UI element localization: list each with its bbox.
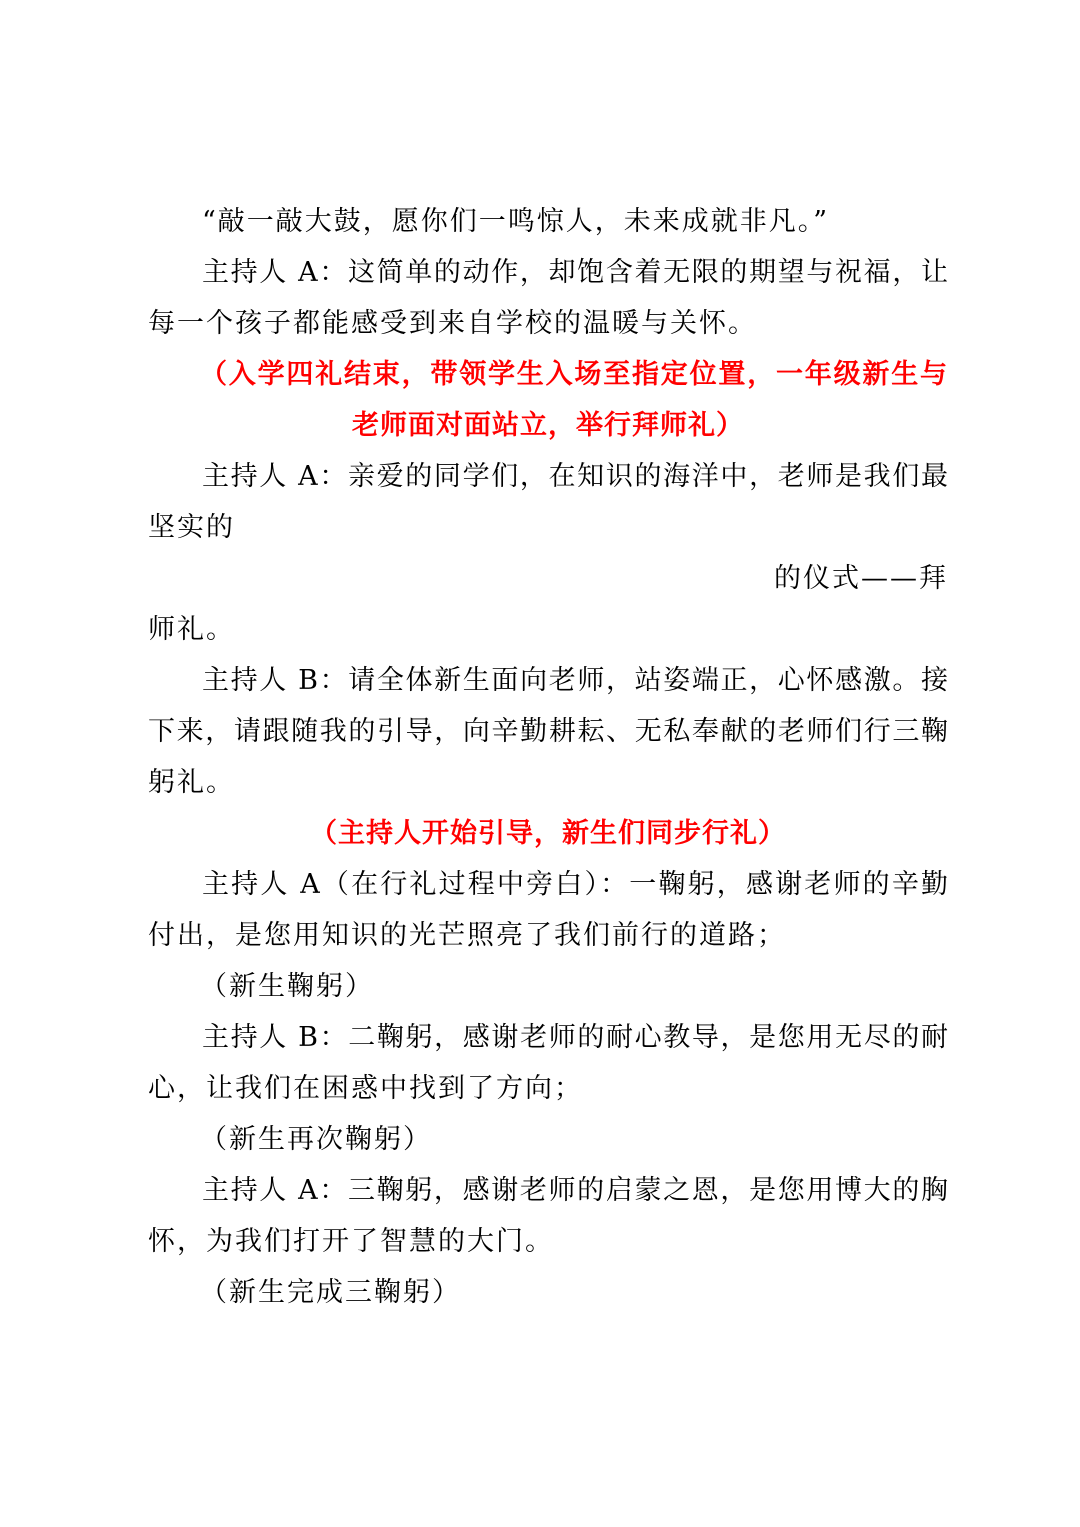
host-a-speech-2: 主持人 A：亲爱的同学们，在知识的海洋中，老师是我们最 [202, 461, 948, 492]
host-b-speech-1: 主持人 B：请全体新生面向老师，站姿端正，心怀感激。接 [202, 665, 948, 696]
stage-direction-2: （主持人开始引导，新生们同步行礼） [310, 818, 786, 849]
host-a-speech-1-cont: 每一个孩子都能感受到来自学校的温暖与关怀。 [148, 308, 757, 339]
host-b-speech-1-end: 躬礼。 [148, 767, 235, 798]
quote-line: “敲一敲大鼓，愿你们一鸣惊人，未来成就非凡。” [202, 206, 830, 237]
host-b-narration: 主持人 B：二鞠躬，感谢老师的耐心教导，是您用无尽的耐 [202, 1022, 948, 1053]
bow-note-3: （新生完成三鞠躬） [200, 1277, 461, 1308]
host-a-narration-1-cont: 付出，是您用知识的光芒照亮了我们前行的道路； [148, 920, 786, 951]
bow-note-1: （新生鞠躬） [200, 971, 374, 1002]
host-a-narration-1: 主持人 A（在行礼过程中旁白）：一鞠躬，感谢老师的辛勤 [202, 869, 948, 900]
host-a-speech-2-tail: 的仪式——拜 [774, 563, 948, 594]
host-a-speech-2-end: 师礼。 [148, 614, 235, 645]
host-b-speech-1-cont: 下来，请跟随我的引导，向辛勤耕耘、无私奉献的老师们行三鞠 [148, 716, 948, 747]
host-a-speech-2-cont: 坚实的 [148, 512, 235, 543]
host-a-narration-2: 主持人 A：三鞠躬，感谢老师的启蒙之恩，是您用博大的胸 [202, 1175, 948, 1206]
stage-direction-1-cont: 老师面对面站立，举行拜师礼） [352, 410, 744, 441]
stage-direction-1: （入学四礼结束，带领学生入场至指定位置，一年级新生与 [200, 359, 948, 390]
host-b-narration-cont: 心，让我们在困惑中找到了方向； [148, 1073, 583, 1104]
host-a-speech-1: 主持人 A：这简单的动作，却饱含着无限的期望与祝福，让 [202, 257, 948, 288]
bow-note-2: （新生再次鞠躬） [200, 1124, 432, 1155]
host-a-narration-2-cont: 怀，为我们打开了智慧的大门。 [148, 1226, 554, 1257]
